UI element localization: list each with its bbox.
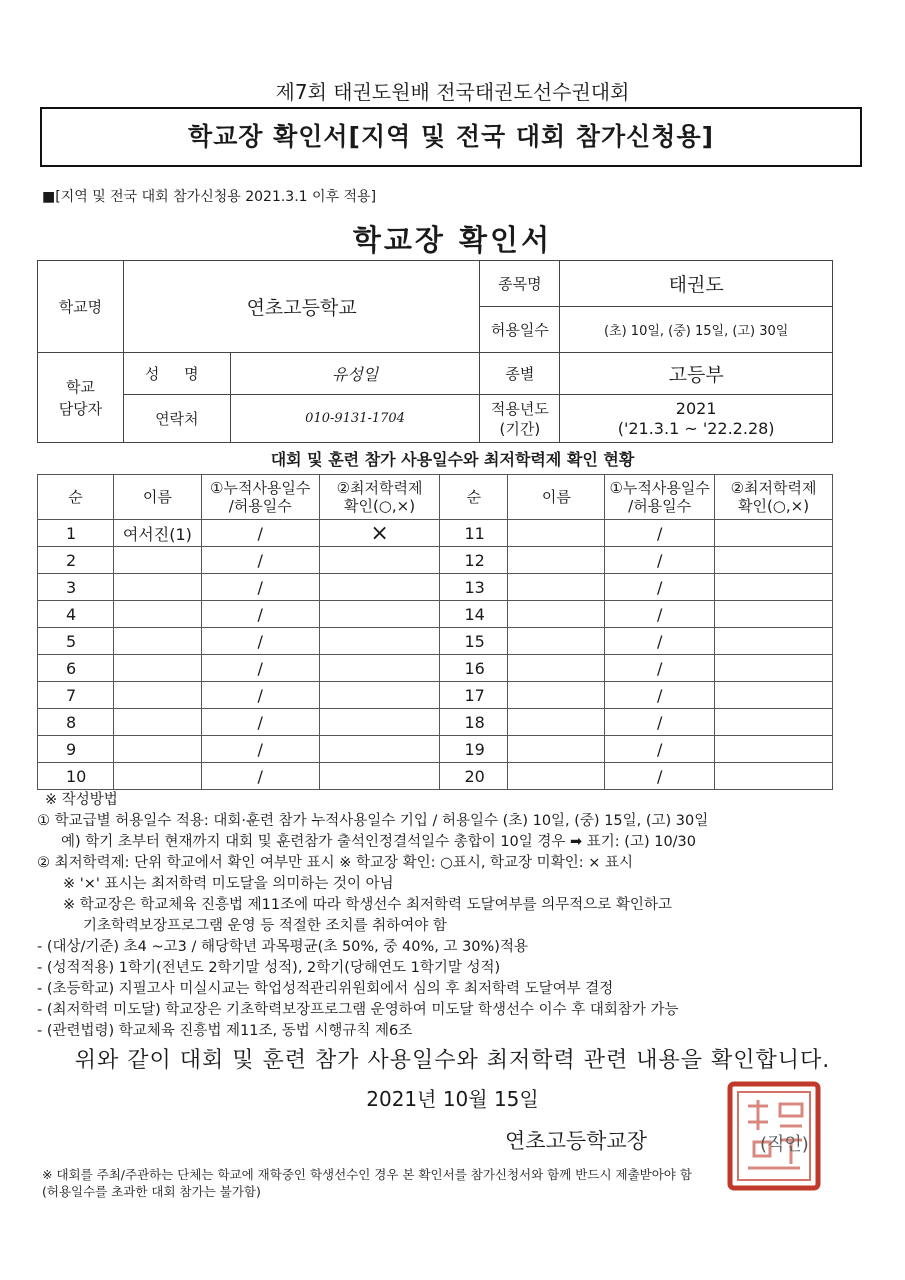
cell-no: 15 — [440, 628, 508, 655]
cell-no: 17 — [440, 682, 508, 709]
cell-name — [508, 547, 605, 574]
cell-name — [113, 682, 201, 709]
instruction-line: - (최저학력 미도달) 학교장은 기초학력보장프로그램 운영하여 미도달 학생선수 이수 후 대회참가 가능 — [37, 1002, 679, 1018]
cell-check — [319, 547, 440, 574]
cell-days: / — [605, 709, 715, 736]
instruction-line: - (초등학교) 지필고사 미실시교는 학업성적관리위원회에서 심의 후 최저학력 도달여부 결정 — [37, 981, 614, 997]
principal-name: 연초고등학교장 — [505, 1129, 648, 1153]
cell-name — [113, 547, 201, 574]
cell-name — [508, 628, 605, 655]
footnote-line: ※ 대회를 주최/주관하는 단체는 학교에 재학중인 학생선수인 경우 본 확인서를 참가신청서와 함께 반드시 제출받아야 함 — [42, 1167, 692, 1182]
cell-days: / — [201, 763, 319, 790]
footnote — [42, 1166, 692, 1200]
header-no: 순 — [440, 475, 508, 520]
cell-check — [715, 601, 833, 628]
cell-name — [113, 601, 201, 628]
cell-no: 13 — [440, 574, 508, 601]
cell-check — [319, 601, 440, 628]
cell-days: / — [201, 574, 319, 601]
cell-name — [508, 520, 605, 547]
cell-no: 3 — [38, 574, 114, 601]
cell-no: 2 — [38, 547, 114, 574]
table-row — [38, 736, 833, 763]
cell-days: / — [201, 682, 319, 709]
cell-no: 19 — [440, 736, 508, 763]
cell-name: 여서진(1) — [113, 520, 201, 547]
school-info-table — [37, 260, 833, 443]
cell-days: / — [201, 709, 319, 736]
table-row — [38, 628, 833, 655]
table-row — [38, 763, 833, 790]
contact-label: 연락처 — [123, 395, 230, 443]
cell-no: 12 — [440, 547, 508, 574]
division-value: 고등부 — [560, 353, 833, 395]
cell-days: / — [201, 520, 319, 547]
roster-section-title: 대회 및 훈련 참가 사용일수와 최저학력제 확인 현황 — [270, 450, 635, 469]
header-days: ①누적사용일수 /허용일수 — [605, 475, 715, 520]
contact-value: 010-9131-1704 — [230, 395, 480, 443]
cell-check — [715, 682, 833, 709]
cell-check — [715, 655, 833, 682]
year-value: 2021 — [675, 398, 717, 418]
header-days: ①누적사용일수 /허용일수 — [201, 475, 319, 520]
header-name: 이름 — [113, 475, 201, 520]
cell-name — [508, 601, 605, 628]
cell-check — [715, 709, 833, 736]
header-no: 순 — [38, 475, 114, 520]
instruction-line: ※ 작성방법 — [45, 792, 118, 808]
cell-check — [715, 520, 833, 547]
cell-check — [715, 763, 833, 790]
instruction-line: - (관련법령) 학교체육 진흥법 제11조, 동법 시행규칙 제6조 — [37, 1023, 413, 1039]
table-row — [38, 547, 833, 574]
cell-no: 8 — [38, 709, 114, 736]
confirmation-statement: 위와 같이 대회 및 훈련 참가 사용일수와 최저학력 관련 내용을 확인합니다. — [74, 1048, 831, 1073]
year-period: ('21.3.1 ~ '22.2.28) — [617, 418, 775, 438]
cell-name — [508, 709, 605, 736]
cell-check: × — [319, 520, 440, 547]
cell-name — [508, 763, 605, 790]
cell-days: / — [605, 655, 715, 682]
athlete-roster-table — [37, 474, 833, 790]
allowed-days-label: 허용일수 — [480, 307, 560, 353]
cell-name — [113, 574, 201, 601]
cell-days: / — [201, 655, 319, 682]
manager-name-value: 유성일 — [230, 353, 480, 395]
cell-name — [113, 763, 201, 790]
manager-name-label: 성 명 — [123, 353, 230, 395]
cell-no: 4 — [38, 601, 114, 628]
cell-check — [319, 709, 440, 736]
cell-days: / — [605, 520, 715, 547]
table-row — [38, 682, 833, 709]
table-row — [38, 520, 833, 547]
cell-days: / — [605, 574, 715, 601]
event-value: 태권도 — [560, 261, 833, 307]
instruction-line: ※ 학교장은 학교체육 진흥법 제11조에 따라 학생선수 최저학력 도달여부를 의무적으로 확인하고 — [63, 897, 672, 913]
application-note: ■[지역 및 전국 대회 참가신청용 2021.3.1 이후 적용] — [42, 189, 377, 205]
footnote-line: (허용일수를 초과한 대회 참가는 불가함) — [42, 1184, 261, 1199]
instruction-line: - (대상/기준) 초4 ~고3 / 해당학년 과목평균(초 50%, 중 40%, 고 30%)적용 — [37, 939, 528, 955]
instruction-line: 예) 학기 초부터 현재까지 대회 및 훈련참가 출석인정결석일수 총합이 10일 경우 ➡ 표기: (고) 10/30 — [61, 834, 697, 850]
instruction-line: ① 학교급별 허용일수 적용: 대회·훈련 참가 누적사용일수 기입 / 허용일수 (초) 10일, (중) 15일, (고) 30일 — [37, 813, 709, 829]
school-name-label: 학교명 — [38, 261, 124, 353]
school-name-value: 연초고등학교 — [123, 261, 480, 353]
cell-name — [113, 628, 201, 655]
cell-check — [715, 628, 833, 655]
cell-name — [508, 736, 605, 763]
year-label: 적용년도 (기간) — [480, 395, 560, 443]
document-title: 학교장 확인서 — [352, 223, 553, 257]
cell-no: 10 — [38, 763, 114, 790]
cell-no: 14 — [440, 601, 508, 628]
cell-name — [113, 655, 201, 682]
cell-check — [319, 628, 440, 655]
cell-check — [319, 763, 440, 790]
cell-no: 5 — [38, 628, 114, 655]
cell-no: 11 — [440, 520, 508, 547]
cell-check — [319, 655, 440, 682]
instructions — [37, 790, 857, 1042]
cell-name — [113, 736, 201, 763]
table-row — [38, 655, 833, 682]
cell-days: / — [605, 601, 715, 628]
cell-no: 9 — [38, 736, 114, 763]
cell-no: 1 — [38, 520, 114, 547]
table-row — [38, 709, 833, 736]
cell-name — [113, 709, 201, 736]
cell-days: / — [605, 682, 715, 709]
cell-no: 18 — [440, 709, 508, 736]
cell-days: / — [201, 601, 319, 628]
cell-days: / — [605, 763, 715, 790]
allowed-days-value: (초) 10일, (중) 15일, (고) 30일 — [560, 307, 833, 353]
cell-days: / — [201, 628, 319, 655]
instruction-line: ※ '×' 표시는 최저학력 미도달을 의미하는 것이 아님 — [63, 876, 394, 892]
instruction-line: 기초학력보장프로그램 운영 등 적절한 조치를 취하여야 함 — [83, 918, 447, 934]
seal-label: (직인) — [760, 1134, 809, 1155]
manager-label: 학교 담당자 — [38, 353, 124, 443]
cell-days: / — [605, 736, 715, 763]
year-cell — [560, 395, 833, 443]
issue-date: 2021년 10월 15일 — [366, 1087, 539, 1111]
cell-check — [319, 574, 440, 601]
cell-name — [508, 655, 605, 682]
cell-days: / — [201, 547, 319, 574]
cell-no: 20 — [440, 763, 508, 790]
event-title: 제7회 태권도원배 전국태권도선수권대회 — [275, 80, 630, 104]
cell-no: 7 — [38, 682, 114, 709]
cell-check — [715, 574, 833, 601]
cell-no: 16 — [440, 655, 508, 682]
header-check: ②최저학력제 확인(○,×) — [715, 475, 833, 520]
division-label: 종별 — [480, 353, 560, 395]
cell-check — [319, 736, 440, 763]
instruction-line: ② 최저학력제: 단위 학교에서 확인 여부만 표시 ※ 학교장 확인: ○표시, 학교장 미확인: × 표시 — [37, 855, 633, 871]
cell-days: / — [605, 547, 715, 574]
cell-check — [715, 736, 833, 763]
cell-name — [508, 574, 605, 601]
form-title-box: 학교장 확인서[지역 및 전국 대회 참가신청용] — [40, 107, 862, 167]
table-row — [38, 574, 833, 601]
event-label: 종목명 — [480, 261, 560, 307]
header-check: ②최저학력제 확인(○,×) — [319, 475, 440, 520]
table-row — [38, 601, 833, 628]
header-name: 이름 — [508, 475, 605, 520]
instruction-line: - (성적적용) 1학기(전년도 2학기말 성적), 2학기(당해연도 1학기말 성적) — [37, 960, 501, 976]
cell-days: / — [605, 628, 715, 655]
cell-no: 6 — [38, 655, 114, 682]
cell-check — [319, 682, 440, 709]
cell-days: / — [201, 736, 319, 763]
cell-check — [715, 547, 833, 574]
cell-name — [508, 682, 605, 709]
